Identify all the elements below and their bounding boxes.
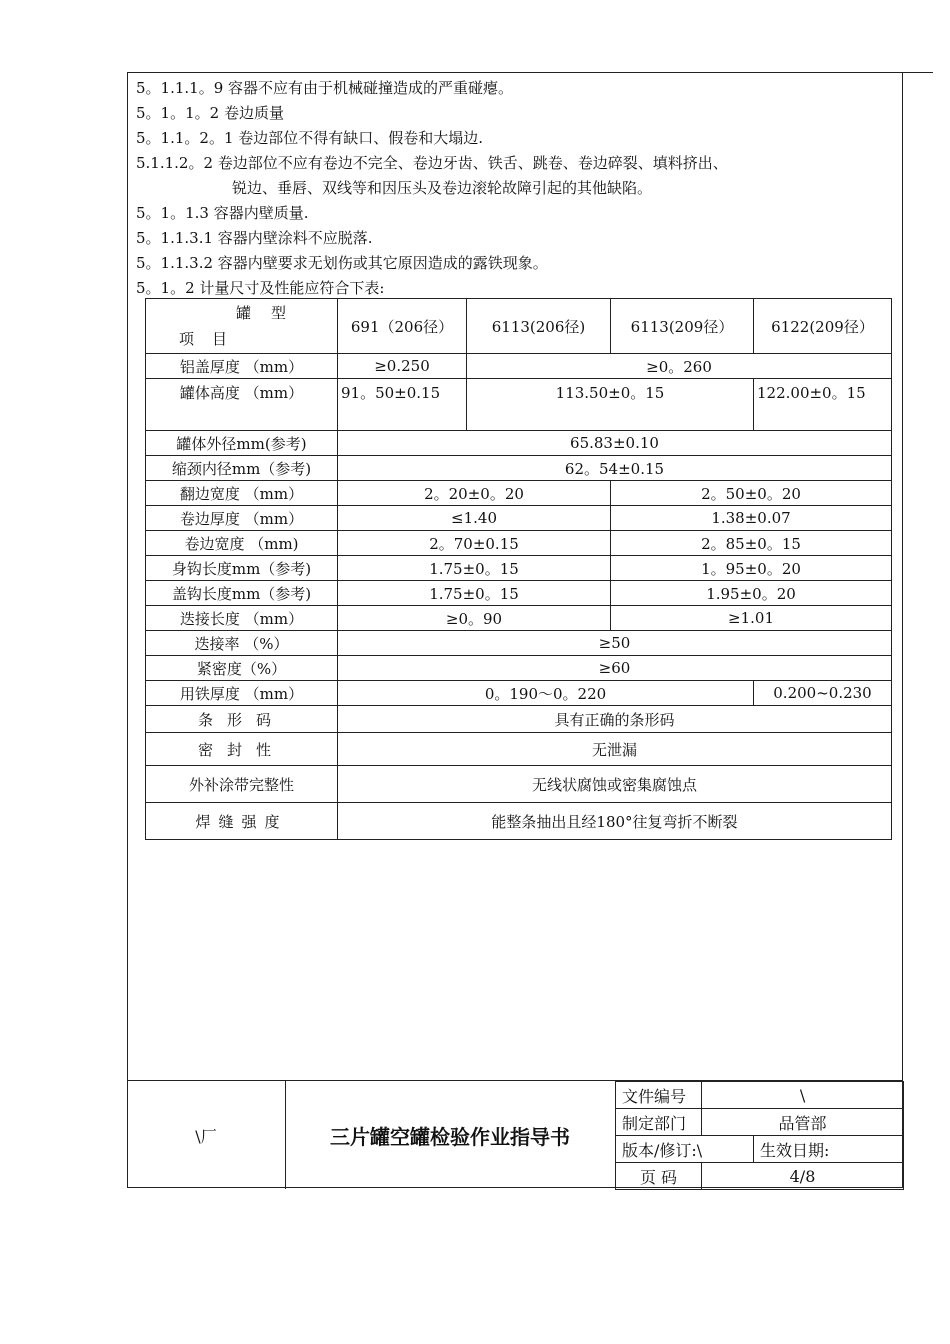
page-value: 4/8 bbox=[702, 1163, 904, 1190]
cell-value: ≥0。90 bbox=[338, 606, 611, 631]
row-label: 焊缝强度 bbox=[146, 803, 338, 840]
cell-value: 62。54±0.15 bbox=[338, 456, 892, 481]
doc-no-value: \ bbox=[702, 1082, 904, 1109]
page-label: 页 码 bbox=[616, 1163, 702, 1190]
row-label: 卷边厚度 （mm） bbox=[146, 506, 338, 531]
cell-value: ≥60 bbox=[338, 656, 892, 681]
row-label: 罐体外径mm(参考) bbox=[146, 431, 338, 456]
col-header: 691（206径） bbox=[338, 299, 467, 354]
table-row bbox=[146, 431, 892, 456]
dept-value: 品管部 bbox=[702, 1109, 904, 1136]
table-row bbox=[146, 354, 892, 379]
row-label: 罐体高度 （mm） bbox=[146, 379, 338, 431]
cell-value: ≥0。260 bbox=[467, 354, 892, 379]
clause-5-1-2: 5。1。2 计量尺寸及性能应符合下表: bbox=[136, 279, 385, 297]
table-row bbox=[146, 766, 892, 803]
clause-5-1-1-1-9: 5。1.1.1。9 容器不应有由于机械碰撞造成的严重碰瘪。 bbox=[136, 79, 514, 97]
version-label: 版本/修订:\ bbox=[616, 1136, 754, 1163]
cell-value: 能整条抽出且经180°往复弯折不断裂 bbox=[338, 803, 892, 840]
cell-value: 1.75±0。15 bbox=[338, 581, 611, 606]
cell-value: ≥1.01 bbox=[611, 606, 892, 631]
cell-value: 2。85±0。15 bbox=[611, 531, 892, 556]
row-label: 条形码 bbox=[146, 706, 338, 733]
clause-5-1-1-2-1: 5。1.1。2。1 卷边部位不得有缺口、假卷和大塌边. bbox=[136, 129, 484, 147]
clause-5-1-1-3-1: 5。1.1.3.1 容器内壁涂料不应脱落. bbox=[136, 229, 373, 247]
doc-no-label: 文件编号 bbox=[616, 1082, 702, 1109]
cell-value: 1.95±0。20 bbox=[611, 581, 892, 606]
clause-5-1-1-2-2-cont: 锐边、垂唇、双线等和因压头及卷边滚轮故障引起的其他缺陷。 bbox=[232, 179, 653, 197]
clause-5-1-1-2: 5。1。1。2 卷边质量 bbox=[136, 104, 284, 122]
table-row bbox=[146, 681, 892, 706]
col-header: 6113(209径） bbox=[611, 299, 754, 354]
table-row bbox=[146, 631, 892, 656]
table-row bbox=[146, 379, 892, 431]
cell-value: 1.75±0。15 bbox=[338, 556, 611, 581]
cell-value: 113.50±0。15 bbox=[467, 379, 754, 431]
clause-5-1-1-3-2: 5。1.1.3.2 容器内壁要求无划伤或其它原因造成的露铁现象。 bbox=[136, 254, 548, 272]
row-label: 迭接率 （%） bbox=[146, 631, 338, 656]
cell-value: 65.83±0.10 bbox=[338, 431, 892, 456]
effective-date-label: 生效日期: bbox=[754, 1136, 904, 1163]
cell-value: 2。20±0。20 bbox=[338, 481, 611, 506]
table-row bbox=[146, 531, 892, 556]
cell-value: 无线状腐蚀或密集腐蚀点 bbox=[338, 766, 892, 803]
table-header-row bbox=[146, 299, 892, 354]
clause-5-1-1-2-2: 5.1.1.2。2 卷边部位不应有卷边不完全、卷边牙齿、铁舌、跳卷、卷边碎裂、填料挤出、 bbox=[136, 154, 728, 172]
row-label: 铝盖厚度 （mm） bbox=[146, 354, 338, 379]
cell-value: ≥50 bbox=[338, 631, 892, 656]
cell-value: 2。50±0。20 bbox=[611, 481, 892, 506]
table-row bbox=[146, 733, 892, 766]
document-meta-table bbox=[615, 1081, 904, 1190]
table-row bbox=[146, 556, 892, 581]
row-label: 用铁厚度 （mm） bbox=[146, 681, 338, 706]
row-label: 卷边宽度 （mm) bbox=[146, 531, 338, 556]
cell-value: 0.200~0.230 bbox=[754, 681, 892, 706]
table-row bbox=[146, 606, 892, 631]
table-row bbox=[146, 656, 892, 681]
corner-header bbox=[146, 299, 338, 354]
spec-table bbox=[145, 298, 892, 840]
table-row bbox=[146, 481, 892, 506]
dept-label: 制定部门 bbox=[616, 1109, 702, 1136]
row-label: 紧密度（%） bbox=[146, 656, 338, 681]
table-row bbox=[146, 581, 892, 606]
row-label: 密封性 bbox=[146, 733, 338, 766]
cell-value: ≤1.40 bbox=[338, 506, 611, 531]
col-header: 6113(206径) bbox=[467, 299, 611, 354]
row-label: 身钩长度mm（参考) bbox=[146, 556, 338, 581]
table-row bbox=[146, 706, 892, 733]
document-title: 三片罐空罐检验作业指导书 bbox=[330, 1124, 570, 1149]
table-row bbox=[146, 506, 892, 531]
row-label: 迭接长度 （mm） bbox=[146, 606, 338, 631]
cell-value: 91。50±0.15 bbox=[338, 379, 467, 431]
row-label: 翻边宽度 （mm） bbox=[146, 481, 338, 506]
cell-value: 1。95±0。20 bbox=[611, 556, 892, 581]
cell-value: 0。190～0。220 bbox=[338, 681, 754, 706]
row-label: 盖钩长度mm（参考) bbox=[146, 581, 338, 606]
frame-tick bbox=[903, 72, 933, 73]
corner-top-label: 罐型 bbox=[235, 304, 306, 322]
col-header: 6122(209径） bbox=[754, 299, 892, 354]
cell-value: 2。70±0.15 bbox=[338, 531, 611, 556]
factory-name: \厂 bbox=[127, 1081, 286, 1189]
row-label: 外补涂带完整性 bbox=[146, 766, 338, 803]
corner-bottom-label: 项目 bbox=[179, 330, 246, 348]
cell-value: 122.00±0。15 bbox=[754, 379, 892, 431]
table-row bbox=[146, 803, 892, 840]
clause-5-1-1-3: 5。1。1.3 容器内壁质量. bbox=[136, 204, 309, 222]
clause-list bbox=[136, 76, 896, 301]
row-label: 缩颈内径mm（参考) bbox=[146, 456, 338, 481]
table-row bbox=[146, 456, 892, 481]
cell-value: 无泄漏 bbox=[338, 733, 892, 766]
cell-value: ≥0.250 bbox=[338, 354, 467, 379]
cell-value: 具有正确的条形码 bbox=[338, 706, 892, 733]
cell-value: 1.38±0.07 bbox=[611, 506, 892, 531]
document-footer bbox=[127, 1080, 903, 1189]
